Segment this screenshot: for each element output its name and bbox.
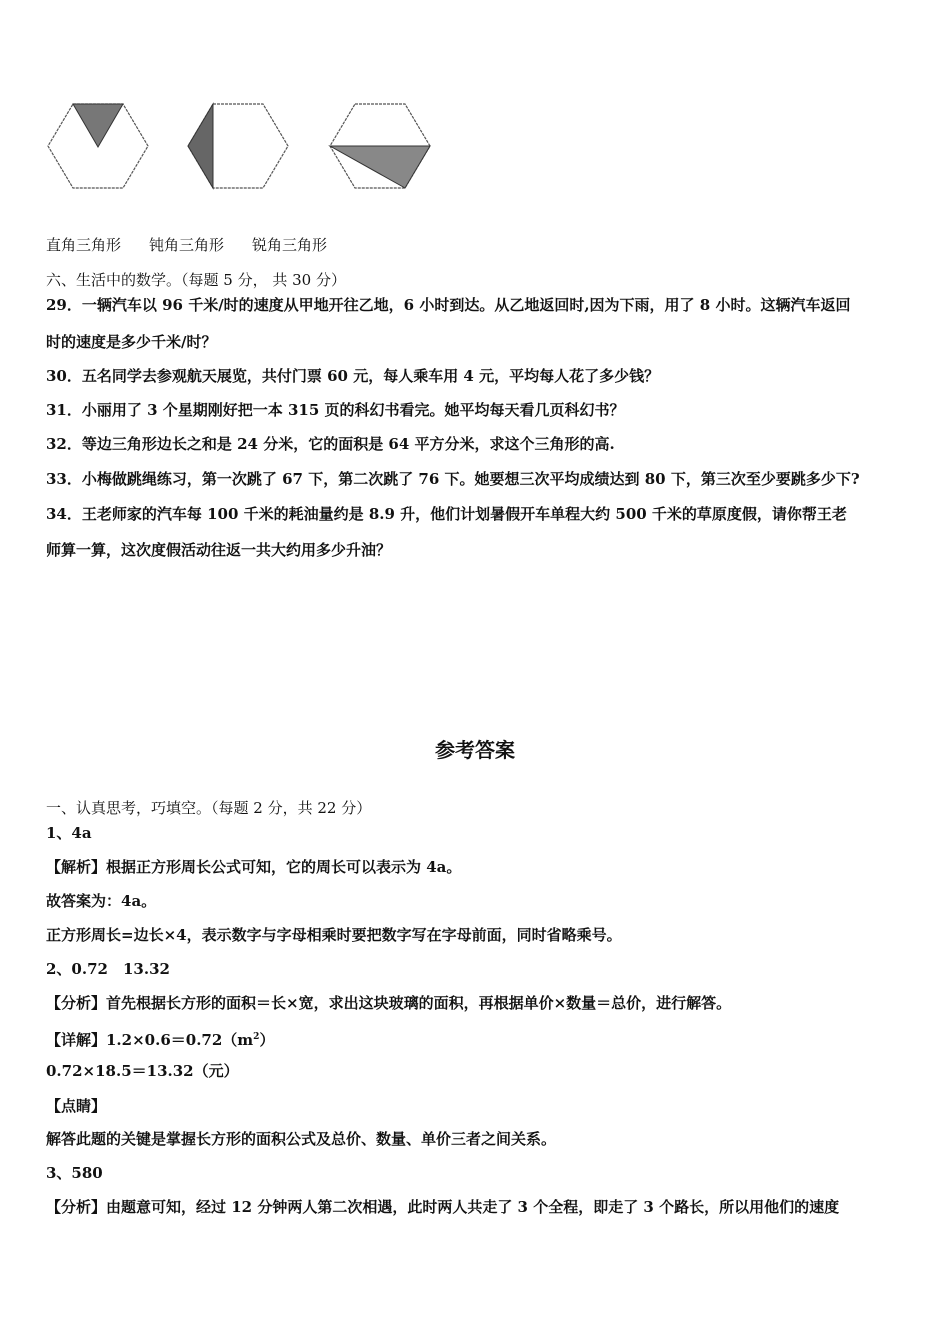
answer-2-detail-superscript: 2 bbox=[253, 1032, 260, 1042]
question-29-line1: 29．一辆汽车以 96 千米/时的速度从甲地开往乙地，6 小时到达。从乙地返回时,因为下雨，用了 8 小时。这辆汽车返回 bbox=[46, 296, 851, 314]
section-6-title: 六、生活中的数学。（每题 5 分， 共 30 分） bbox=[46, 271, 346, 289]
answer-3-analysis: 【分析】由题意可知，经过 12 分钟两人第二次相遇，此时两人共走了 3 个全程，即走了 3 个路长，所以用他们的速度 bbox=[46, 1198, 840, 1216]
answer-2-detail bbox=[46, 1027, 274, 1050]
question-31: 31．小丽用了 3 个星期刚好把一本 315 页的科幻书看完。她平均每天看几页科幻书？ bbox=[46, 401, 625, 419]
question-29-line2: 时的速度是多少千米/时？ bbox=[46, 333, 217, 351]
answer-section-1-title: 一、认真思考，巧填空。（每题 2 分，共 22 分） bbox=[46, 799, 372, 817]
answer-3: 3、580 bbox=[46, 1164, 103, 1182]
figure-labels-row bbox=[46, 235, 327, 255]
hexagon-obtuse-triangle bbox=[188, 104, 288, 188]
question-33: 33．小梅做跳绳练习，第一次跳了 67 下，第二次跳了 76 下。她要想三次平均成绩达到 80 下，第三次至少要跳多少下? bbox=[46, 470, 860, 488]
label-right-triangle: 直角三角形 bbox=[46, 236, 122, 254]
question-34-line2: 师算一算，这次度假活动往返一共大约用多少升油？ bbox=[46, 541, 392, 559]
answer-2-tip-title: 【点睛】 bbox=[46, 1097, 107, 1115]
answer-2: 2、0.72 13.32 bbox=[46, 960, 170, 978]
hexagon-acute-triangle bbox=[330, 104, 430, 188]
answer-key-title: 参考答案 bbox=[435, 738, 515, 762]
answer-2-calculation: 0.72×18.5＝13.32（元） bbox=[46, 1062, 239, 1080]
hexagon-figures bbox=[40, 95, 460, 195]
answer-2-detail-prefix: 【详解】1.2×0.6＝0.72（m bbox=[46, 1031, 254, 1049]
question-30: 30．五名同学去参观航天展览，共付门票 60 元，每人乘车用 4 元，平均每人花了多少钱？ bbox=[46, 367, 660, 385]
answer-1-note: 正方形周长=边长×4，表示数字与字母相乘时要把数字写在字母前面，同时省略乘号。 bbox=[46, 926, 622, 944]
answer-2-tip: 解答此题的关键是掌握长方形的面积公式及总价、数量、单价三者之间关系。 bbox=[46, 1130, 557, 1148]
answer-1-analysis: 【解析】根据正方形周长公式可知，它的周长可以表示为 4a。 bbox=[46, 858, 462, 876]
question-32: 32．等边三角形边长之和是 24 分米，它的面积是 64 平方分米，求这个三角形的高. bbox=[46, 435, 615, 453]
label-acute-triangle: 锐角三角形 bbox=[252, 236, 328, 254]
answer-1: 1、4a bbox=[46, 824, 92, 842]
answer-2-analysis: 【分析】首先根据长方形的面积＝长×宽，求出这块玻璃的面积，再根据单价×数量＝总价，进行解答。 bbox=[46, 994, 732, 1012]
answer-1-result: 故答案为：4a。 bbox=[46, 892, 157, 910]
hexagon-right-triangle bbox=[48, 104, 148, 188]
answer-2-detail-suffix: ） bbox=[259, 1031, 275, 1049]
label-obtuse-triangle: 钝角三角形 bbox=[149, 236, 225, 254]
question-34-line1: 34．王老师家的汽车每 100 千米的耗油量约是 8.9 升，他们计划暑假开车单程大约 500 千米的草原度假，请你帮王老 bbox=[46, 505, 847, 523]
